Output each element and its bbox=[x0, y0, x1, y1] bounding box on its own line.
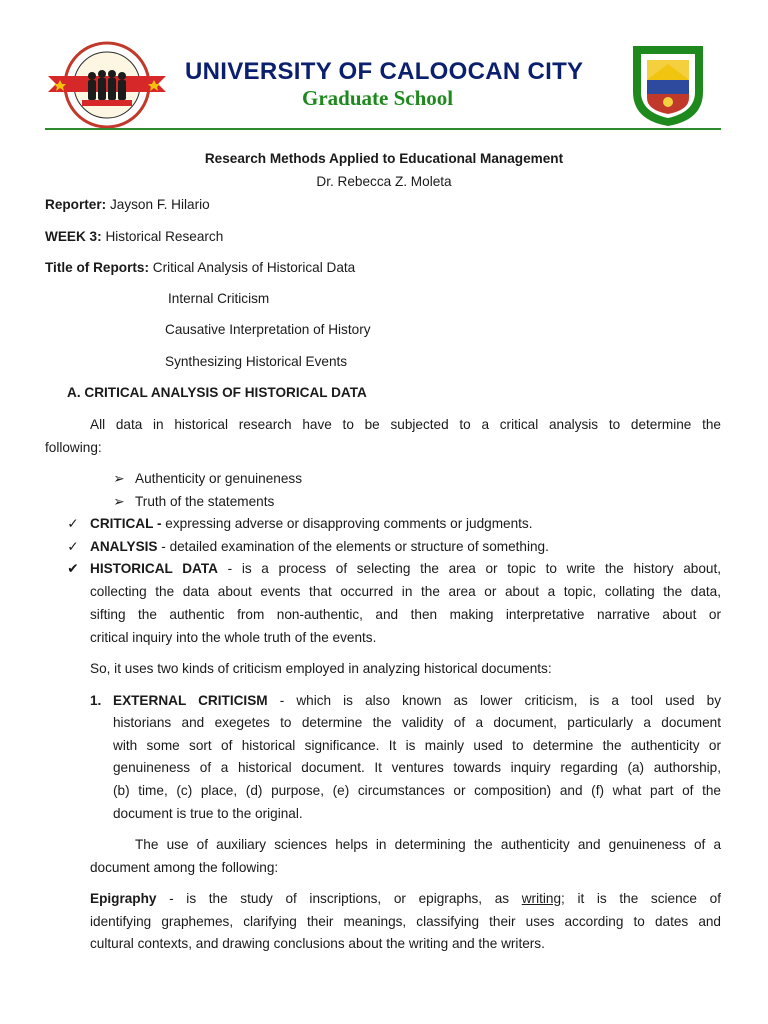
check-list-item bbox=[90, 536, 549, 558]
section-a-heading: A. CRITICAL ANALYSIS OF HISTORICAL DATA bbox=[67, 385, 367, 400]
right-university-seal bbox=[627, 42, 709, 128]
reporter-label: Reporter: bbox=[45, 197, 107, 212]
epigraphy-line bbox=[90, 888, 721, 910]
historical-data-line: critical inquiry into the whole truth of the events. bbox=[90, 630, 377, 645]
left-university-seal bbox=[46, 40, 168, 130]
criticism-intro: So, it uses two kinds of criticism employed in analyzing historical documents: bbox=[90, 661, 552, 676]
writing-link[interactable]: writing bbox=[521, 891, 562, 906]
external-criticism-line: (b) time, (c) place, (d) purpose, (e) circumstances or composition) and (f) what part of the bbox=[113, 783, 721, 798]
definition-text: ; it is the science of bbox=[561, 891, 721, 906]
definition-text: expressing adverse or disapproving comments or judgments. bbox=[161, 516, 533, 531]
external-criticism-line bbox=[113, 690, 721, 712]
reports-line bbox=[45, 257, 355, 279]
auxiliary-line: The use of auxiliary sciences helps in determining the authenticity and genuineness of a bbox=[135, 837, 721, 852]
report-item: Internal Criticism bbox=[168, 291, 270, 306]
week-label: WEEK 3: bbox=[45, 229, 102, 244]
checkmark-icon: ✓ bbox=[67, 516, 79, 532]
arrow-bullet-icon: ➢ bbox=[113, 494, 125, 510]
reports-label: Title of Reports: bbox=[45, 260, 149, 275]
intro-paragraph-line: following: bbox=[45, 440, 102, 455]
term-historical-data: HISTORICAL DATA bbox=[90, 561, 218, 576]
epigraphy-line: cultural contexts, and drawing conclusions about the writing and the writers. bbox=[90, 936, 545, 951]
historical-data-line bbox=[90, 558, 721, 580]
external-criticism-line: with some sort of historical significance. It is mainly used to determine the authenticity or bbox=[113, 738, 721, 753]
term-analysis: ANALYSIS bbox=[90, 539, 158, 554]
term-external-criticism: EXTERNAL CRITICISM bbox=[113, 693, 268, 708]
instructor-name: Dr. Rebecca Z. Moleta bbox=[316, 174, 452, 189]
header-divider bbox=[45, 128, 721, 130]
definition-text: - is a process of selecting the area or topic to write the history about, bbox=[217, 561, 721, 576]
intro-paragraph-line: All data in historical research have to be subjected to a critical analysis to determine the bbox=[90, 417, 721, 432]
term-critical: CRITICAL - bbox=[90, 516, 162, 531]
report-item: Critical Analysis of Historical Data bbox=[152, 260, 356, 275]
report-item: Synthesizing Historical Events bbox=[165, 354, 348, 369]
external-criticism-line: document is true to the original. bbox=[113, 806, 303, 821]
arrow-list-item: Authenticity or genuineness bbox=[135, 471, 303, 486]
checkmark-icon: ✔ bbox=[67, 561, 79, 577]
week-topic: Historical Research bbox=[105, 229, 224, 244]
definition-text: - which is also known as lower criticism, is a tool used by bbox=[267, 693, 721, 708]
week-line bbox=[45, 226, 223, 248]
historical-data-line: sifting the authentic from non-authentic, and then making interpretative narrative about or bbox=[90, 607, 721, 622]
term-epigraphy: Epigraphy bbox=[90, 891, 157, 906]
course-title: Research Methods Applied to Educational Management bbox=[204, 151, 564, 166]
auxiliary-line: document among the following: bbox=[90, 860, 279, 875]
definition-text: - is the study of inscriptions, or epigraphs, as bbox=[156, 891, 522, 906]
historical-data-line: collecting the data about events that occurred in the area or about a topic, collating the data, bbox=[90, 584, 721, 599]
reporter-name: Jayson F. Hilario bbox=[109, 197, 210, 212]
reporter-line bbox=[45, 194, 210, 216]
arrow-list-item: Truth of the statements bbox=[135, 494, 275, 509]
external-criticism-line: historians and exegetes to determine the validity of a document, particularly a document bbox=[113, 715, 721, 730]
graduate-school-title: Graduate School bbox=[302, 86, 454, 110]
report-item: Causative Interpretation of History bbox=[165, 322, 371, 337]
epigraphy-line: identifying graphemes, clarifying their meanings, classifying their uses according to dates and bbox=[90, 914, 721, 929]
check-list-item bbox=[90, 513, 533, 535]
external-criticism-line: genuineness of a historical document. It ventures towards inquiry regarding (a) authorship, bbox=[113, 760, 721, 775]
arrow-bullet-icon: ➢ bbox=[113, 471, 125, 487]
definition-text: - detailed examination of the elements or structure of something. bbox=[157, 539, 549, 554]
checkmark-icon: ✓ bbox=[67, 539, 79, 555]
list-number: 1. bbox=[90, 693, 102, 708]
university-name: UNIVERSITY OF CALOOCAN CITY bbox=[185, 58, 584, 85]
